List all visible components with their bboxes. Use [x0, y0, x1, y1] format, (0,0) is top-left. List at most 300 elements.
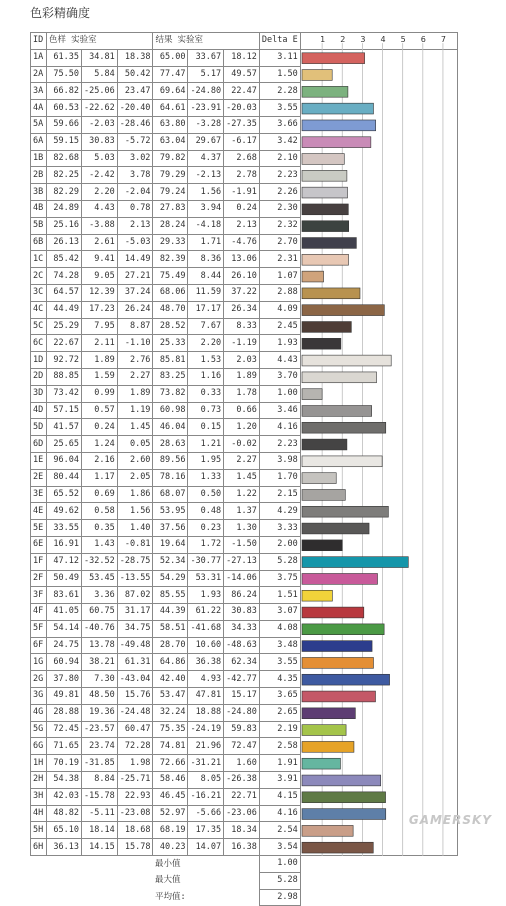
- result-lab-value: -41.68: [188, 620, 224, 637]
- result-lab-value: -3.28: [188, 116, 224, 133]
- row-id: 3A: [31, 83, 47, 100]
- row-id: 3D: [31, 385, 47, 402]
- result-lab-value: 37.56: [153, 520, 188, 537]
- result-lab-value: 1.16: [188, 368, 224, 385]
- delta-e-value: 2.70: [259, 234, 300, 251]
- row-id: 6A: [31, 133, 47, 150]
- result-lab-value: 7.67: [188, 318, 224, 335]
- result-lab-value: 0.73: [188, 402, 224, 419]
- result-lab-value: 59.83: [224, 721, 260, 738]
- result-lab-value: 48.70: [153, 301, 188, 318]
- summary-value: 1.00: [259, 856, 300, 873]
- sample-lab-value: 72.28: [117, 738, 153, 755]
- summary-row: [31, 872, 458, 889]
- delta-e-value: 2.00: [259, 536, 300, 553]
- sample-lab-value: -5.11: [82, 805, 118, 822]
- result-lab-value: 1.95: [188, 452, 224, 469]
- sample-lab-value: 19.36: [82, 704, 118, 721]
- row-id: 2A: [31, 66, 47, 83]
- result-lab-value: 0.48: [188, 503, 224, 520]
- result-lab-value: 2.20: [188, 335, 224, 352]
- sample-lab-value: 2.27: [117, 368, 153, 385]
- sample-lab-value: 4.43: [82, 200, 118, 217]
- sample-lab-value: 33.55: [47, 520, 82, 537]
- result-lab-value: 28.52: [153, 318, 188, 335]
- sample-lab-value: 23.74: [82, 738, 118, 755]
- delta-e-value: 4.15: [259, 788, 300, 805]
- result-lab-value: 46.45: [153, 788, 188, 805]
- sample-lab-value: -24.48: [117, 704, 153, 721]
- result-lab-value: 1.45: [224, 469, 260, 486]
- x-tick-label: 1: [320, 34, 326, 44]
- result-lab-value: 1.93: [188, 587, 224, 604]
- delta-e-value: 3.54: [259, 839, 300, 856]
- delta-e-value: 5.28: [259, 553, 300, 570]
- result-lab-value: 63.04: [153, 133, 188, 150]
- sample-lab-value: 48.50: [82, 688, 118, 705]
- row-id: 1G: [31, 654, 47, 671]
- sample-lab-value: 0.05: [117, 436, 153, 453]
- result-lab-value: 1.60: [224, 755, 260, 772]
- sample-lab-value: 2.16: [82, 452, 118, 469]
- sample-lab-value: 37.24: [117, 284, 153, 301]
- delta-e-value: 2.31: [259, 251, 300, 268]
- result-lab-value: -1.50: [224, 536, 260, 553]
- sample-lab-value: -0.81: [117, 536, 153, 553]
- sample-lab-value: 14.49: [117, 251, 153, 268]
- sample-lab-value: 27.21: [117, 268, 153, 285]
- row-id: 4F: [31, 604, 47, 621]
- sample-lab-value: 18.14: [82, 822, 118, 839]
- sample-lab-value: 3.02: [117, 150, 153, 167]
- sample-lab-value: 60.47: [117, 721, 153, 738]
- result-lab-value: 26.34: [224, 301, 260, 318]
- row-id: 6H: [31, 839, 47, 856]
- result-lab-value: 1.78: [224, 385, 260, 402]
- result-lab-value: 1.37: [224, 503, 260, 520]
- result-lab-value: 0.33: [188, 385, 224, 402]
- delta-e-value: 1.51: [259, 587, 300, 604]
- result-lab-value: 1.22: [224, 486, 260, 503]
- delta-e-value: 4.29: [259, 503, 300, 520]
- result-lab-value: 86.24: [224, 587, 260, 604]
- sample-lab-value: 24.89: [47, 200, 82, 217]
- result-lab-value: 2.13: [224, 217, 260, 234]
- result-lab-value: -23.91: [188, 100, 224, 117]
- row-id: 1B: [31, 150, 47, 167]
- sample-lab-value: 59.66: [47, 116, 82, 133]
- delta-e-value: 4.09: [259, 301, 300, 318]
- sample-lab-value: -5.72: [117, 133, 153, 150]
- sample-lab-value: 1.45: [117, 419, 153, 436]
- row-id: 1F: [31, 553, 47, 570]
- x-tick-label: 3: [360, 34, 366, 44]
- sample-lab-value: 57.15: [47, 402, 82, 419]
- row-id: 5C: [31, 318, 47, 335]
- sample-lab-value: 2.13: [117, 217, 153, 234]
- row-id: 3B: [31, 184, 47, 201]
- sample-lab-value: 15.78: [117, 839, 153, 856]
- row-id: 2B: [31, 167, 47, 184]
- result-lab-value: 73.82: [153, 385, 188, 402]
- sample-lab-value: 75.50: [47, 66, 82, 83]
- delta-e-value: 3.33: [259, 520, 300, 537]
- sample-lab-value: 16.91: [47, 536, 82, 553]
- sample-lab-value: 61.31: [117, 654, 153, 671]
- row-id: 5G: [31, 721, 47, 738]
- sample-lab-value: 34.75: [117, 620, 153, 637]
- sample-lab-value: 65.10: [47, 822, 82, 839]
- row-id: 3F: [31, 587, 47, 604]
- sample-lab-value: 34.81: [82, 49, 118, 66]
- sample-lab-value: -2.03: [82, 116, 118, 133]
- result-lab-value: 65.00: [153, 49, 188, 66]
- delta-e-value: 1.50: [259, 66, 300, 83]
- sample-lab-value: -2.04: [117, 184, 153, 201]
- delta-e-value: 2.26: [259, 184, 300, 201]
- delta-e-value: 3.11: [259, 49, 300, 66]
- delta-e-value: 3.75: [259, 570, 300, 587]
- delta-e-value: 3.46: [259, 402, 300, 419]
- sample-lab-value: 50.49: [47, 570, 82, 587]
- result-lab-value: 27.83: [153, 200, 188, 217]
- row-id: 5A: [31, 116, 47, 133]
- result-lab-value: 64.86: [153, 654, 188, 671]
- sample-lab-value: 0.69: [82, 486, 118, 503]
- result-lab-value: -20.03: [224, 100, 260, 117]
- result-lab-value: -6.17: [224, 133, 260, 150]
- sample-lab-value: 7.95: [82, 318, 118, 335]
- result-lab-value: 18.88: [188, 704, 224, 721]
- header-id: ID: [31, 33, 47, 50]
- header-delta: Delta E: [259, 33, 300, 50]
- header-axis: [300, 33, 457, 50]
- sample-lab-value: 0.35: [82, 520, 118, 537]
- sample-lab-value: -23.08: [117, 805, 153, 822]
- sample-lab-value: 1.86: [117, 486, 153, 503]
- summary-spacer: [31, 889, 153, 906]
- delta-e-value: 3.07: [259, 604, 300, 621]
- delta-e-value: 2.32: [259, 217, 300, 234]
- sample-lab-value: -5.03: [117, 234, 153, 251]
- sample-lab-value: 9.05: [82, 268, 118, 285]
- row-id: 2F: [31, 570, 47, 587]
- result-lab-value: 79.24: [153, 184, 188, 201]
- x-tick-label: 7: [441, 34, 447, 44]
- result-lab-value: 0.66: [224, 402, 260, 419]
- result-lab-value: 0.23: [188, 520, 224, 537]
- sample-lab-value: -43.04: [117, 671, 153, 688]
- result-lab-value: 75.35: [153, 721, 188, 738]
- result-lab-value: 77.47: [153, 66, 188, 83]
- delta-e-value: 3.70: [259, 368, 300, 385]
- result-lab-value: 29.33: [153, 234, 188, 251]
- delta-e-value: 1.70: [259, 469, 300, 486]
- result-lab-value: -4.18: [188, 217, 224, 234]
- result-lab-value: 46.04: [153, 419, 188, 436]
- delta-e-value: 3.48: [259, 637, 300, 654]
- sample-lab-value: 5.84: [82, 66, 118, 83]
- result-lab-value: 13.06: [224, 251, 260, 268]
- result-lab-value: 16.38: [224, 839, 260, 856]
- sample-lab-value: 30.83: [82, 133, 118, 150]
- sample-lab-value: 23.47: [117, 83, 153, 100]
- sample-lab-value: -28.46: [117, 116, 153, 133]
- result-lab-value: 26.10: [224, 268, 260, 285]
- result-lab-value: 52.97: [153, 805, 188, 822]
- result-lab-value: 85.81: [153, 352, 188, 369]
- result-lab-value: 1.30: [224, 520, 260, 537]
- result-lab-value: 82.39: [153, 251, 188, 268]
- row-id: 6F: [31, 637, 47, 654]
- result-lab-value: 1.53: [188, 352, 224, 369]
- result-lab-value: 1.21: [188, 436, 224, 453]
- sample-lab-value: 50.42: [117, 66, 153, 83]
- sample-lab-value: 72.45: [47, 721, 82, 738]
- result-lab-value: -42.77: [224, 671, 260, 688]
- sample-lab-value: 60.94: [47, 654, 82, 671]
- sample-lab-value: 1.56: [117, 503, 153, 520]
- result-lab-value: 53.95: [153, 503, 188, 520]
- result-lab-value: 60.98: [153, 402, 188, 419]
- sample-lab-value: 0.78: [117, 200, 153, 217]
- result-lab-value: 53.31: [188, 570, 224, 587]
- sample-lab-value: 15.76: [117, 688, 153, 705]
- result-lab-value: 34.33: [224, 620, 260, 637]
- row-id: 3G: [31, 688, 47, 705]
- sample-lab-value: 1.43: [82, 536, 118, 553]
- row-id: 4A: [31, 100, 47, 117]
- sample-lab-value: 66.82: [47, 83, 82, 100]
- row-id: 1E: [31, 452, 47, 469]
- delta-e-value: 2.45: [259, 318, 300, 335]
- sample-lab-value: -32.52: [82, 553, 118, 570]
- sample-lab-value: 82.29: [47, 184, 82, 201]
- result-lab-value: -27.35: [224, 116, 260, 133]
- sample-lab-value: 9.41: [82, 251, 118, 268]
- summary-label: 最大值: [154, 875, 181, 886]
- sample-lab-value: 49.62: [47, 503, 82, 520]
- summary-label: 平均值:: [154, 892, 186, 903]
- sample-lab-value: 28.88: [47, 704, 82, 721]
- sample-lab-value: 14.15: [82, 839, 118, 856]
- result-lab-value: 14.07: [188, 839, 224, 856]
- row-id: 1H: [31, 755, 47, 772]
- row-id: 2D: [31, 368, 47, 385]
- sample-lab-value: 26.13: [47, 234, 82, 251]
- result-lab-value: 5.17: [188, 66, 224, 83]
- row-id: 2E: [31, 469, 47, 486]
- x-tick-label: 5: [400, 34, 406, 44]
- result-lab-value: 72.66: [153, 755, 188, 772]
- table-body: [31, 49, 458, 855]
- sample-lab-value: 53.45: [82, 570, 118, 587]
- row-id: 6B: [31, 234, 47, 251]
- row-id: 5F: [31, 620, 47, 637]
- sample-lab-value: 2.20: [82, 184, 118, 201]
- sample-lab-value: 2.05: [117, 469, 153, 486]
- delta-e-value: 1.93: [259, 335, 300, 352]
- sample-lab-value: -23.57: [82, 721, 118, 738]
- sample-lab-value: -20.40: [117, 100, 153, 117]
- delta-e-value: 2.58: [259, 738, 300, 755]
- sample-lab-value: 31.17: [117, 604, 153, 621]
- result-lab-value: 15.17: [224, 688, 260, 705]
- result-lab-value: 58.51: [153, 620, 188, 637]
- result-lab-value: 72.47: [224, 738, 260, 755]
- row-id: 1D: [31, 352, 47, 369]
- summary-value: 2.98: [259, 889, 300, 906]
- result-lab-value: 28.70: [153, 637, 188, 654]
- row-id: 4D: [31, 402, 47, 419]
- result-lab-value: -30.77: [188, 553, 224, 570]
- delta-e-value: 2.28: [259, 83, 300, 100]
- delta-e-value: 4.35: [259, 671, 300, 688]
- row-id: 6E: [31, 536, 47, 553]
- row-id: 5D: [31, 419, 47, 436]
- summary-section: [31, 856, 458, 906]
- delta-e-value: 3.91: [259, 772, 300, 789]
- sample-lab-value: -49.48: [117, 637, 153, 654]
- result-lab-value: 0.24: [224, 200, 260, 217]
- result-lab-value: 8.33: [224, 318, 260, 335]
- result-lab-value: -2.13: [188, 167, 224, 184]
- x-tick-label: 2: [340, 34, 346, 44]
- sample-lab-value: 41.05: [47, 604, 82, 621]
- result-lab-value: 4.37: [188, 150, 224, 167]
- delta-e-value: 3.55: [259, 100, 300, 117]
- sample-lab-value: -2.42: [82, 167, 118, 184]
- row-id: 3E: [31, 486, 47, 503]
- result-lab-value: 1.33: [188, 469, 224, 486]
- sample-lab-value: 47.12: [47, 553, 82, 570]
- result-lab-value: -5.66: [188, 805, 224, 822]
- sample-lab-value: 17.23: [82, 301, 118, 318]
- sample-lab-value: 54.38: [47, 772, 82, 789]
- sample-lab-value: 59.15: [47, 133, 82, 150]
- sample-lab-value: 26.24: [117, 301, 153, 318]
- sample-lab-value: 0.57: [82, 402, 118, 419]
- result-lab-value: -0.02: [224, 436, 260, 453]
- result-lab-value: 1.89: [224, 368, 260, 385]
- bar-cell: [300, 49, 457, 855]
- header-result: 结果 实验室: [153, 33, 259, 50]
- row-id: 6D: [31, 436, 47, 453]
- sample-lab-value: 18.68: [117, 822, 153, 839]
- sample-lab-value: 7.30: [82, 671, 118, 688]
- sample-lab-value: 80.44: [47, 469, 82, 486]
- x-tick-label: 6: [421, 34, 427, 44]
- sample-lab-value: 1.59: [82, 368, 118, 385]
- sample-lab-value: 18.38: [117, 49, 153, 66]
- row-id: 4H: [31, 805, 47, 822]
- sample-lab-value: 71.65: [47, 738, 82, 755]
- sample-lab-value: 38.21: [82, 654, 118, 671]
- result-lab-value: 63.80: [153, 116, 188, 133]
- delta-e-value: 2.30: [259, 200, 300, 217]
- result-lab-value: 17.17: [188, 301, 224, 318]
- sample-lab-value: 0.58: [82, 503, 118, 520]
- sample-lab-value: 2.61: [82, 234, 118, 251]
- sample-lab-value: 13.78: [82, 637, 118, 654]
- delta-e-value: 1.91: [259, 755, 300, 772]
- sample-lab-value: 3.36: [82, 587, 118, 604]
- sample-lab-value: -15.78: [82, 788, 118, 805]
- result-lab-value: 2.78: [224, 167, 260, 184]
- result-lab-value: -1.19: [224, 335, 260, 352]
- result-lab-value: 79.82: [153, 150, 188, 167]
- row-id: 5B: [31, 217, 47, 234]
- summary-row: [31, 889, 458, 906]
- sample-lab-value: -25.71: [117, 772, 153, 789]
- delta-e-value: 3.98: [259, 452, 300, 469]
- sample-lab-value: 37.80: [47, 671, 82, 688]
- result-lab-value: 49.57: [224, 66, 260, 83]
- result-lab-value: -31.21: [188, 755, 224, 772]
- result-lab-value: 79.29: [153, 167, 188, 184]
- summary-label: 最小值: [154, 858, 181, 869]
- delta-e-value: 2.19: [259, 721, 300, 738]
- result-lab-value: -27.13: [224, 553, 260, 570]
- result-lab-value: 1.56: [188, 184, 224, 201]
- result-lab-value: 53.47: [153, 688, 188, 705]
- result-lab-value: 78.16: [153, 469, 188, 486]
- row-id: 6C: [31, 335, 47, 352]
- row-id: 3H: [31, 788, 47, 805]
- sample-lab-value: 1.24: [82, 436, 118, 453]
- result-lab-value: 0.50: [188, 486, 224, 503]
- delta-e-value: 2.15: [259, 486, 300, 503]
- result-lab-value: -24.80: [188, 83, 224, 100]
- sample-lab-value: 3.78: [117, 167, 153, 184]
- result-lab-value: 2.27: [224, 452, 260, 469]
- row-id: 5H: [31, 822, 47, 839]
- sample-lab-value: 48.82: [47, 805, 82, 822]
- result-lab-value: 11.59: [188, 284, 224, 301]
- page-title: 色彩精确度: [30, 6, 91, 20]
- sample-lab-value: 42.03: [47, 788, 82, 805]
- result-lab-value: 1.20: [224, 419, 260, 436]
- sample-lab-value: 2.60: [117, 452, 153, 469]
- result-lab-value: 62.34: [224, 654, 260, 671]
- row-id: 1C: [31, 251, 47, 268]
- result-lab-value: 36.38: [188, 654, 224, 671]
- sample-lab-value: 0.99: [82, 385, 118, 402]
- sample-lab-value: -3.88: [82, 217, 118, 234]
- result-lab-value: 47.81: [188, 688, 224, 705]
- sample-lab-value: 1.40: [117, 520, 153, 537]
- row-id: 1A: [31, 49, 47, 66]
- result-lab-value: 75.49: [153, 268, 188, 285]
- sample-lab-value: 25.29: [47, 318, 82, 335]
- sample-lab-value: 65.52: [47, 486, 82, 503]
- result-lab-value: 28.63: [153, 436, 188, 453]
- sample-lab-value: 60.53: [47, 100, 82, 117]
- sample-lab-value: 1.17: [82, 469, 118, 486]
- result-lab-value: 2.03: [224, 352, 260, 369]
- sample-lab-value: 73.42: [47, 385, 82, 402]
- delta-e-value: 4.16: [259, 805, 300, 822]
- summary-row: [31, 856, 458, 873]
- delta-e-value: 3.42: [259, 133, 300, 150]
- delta-e-value: 2.65: [259, 704, 300, 721]
- result-lab-value: 42.40: [153, 671, 188, 688]
- result-lab-value: -23.06: [224, 805, 260, 822]
- result-lab-value: -24.80: [224, 704, 260, 721]
- result-lab-value: 22.47: [224, 83, 260, 100]
- sample-lab-value: 8.87: [117, 318, 153, 335]
- result-lab-value: 0.15: [188, 419, 224, 436]
